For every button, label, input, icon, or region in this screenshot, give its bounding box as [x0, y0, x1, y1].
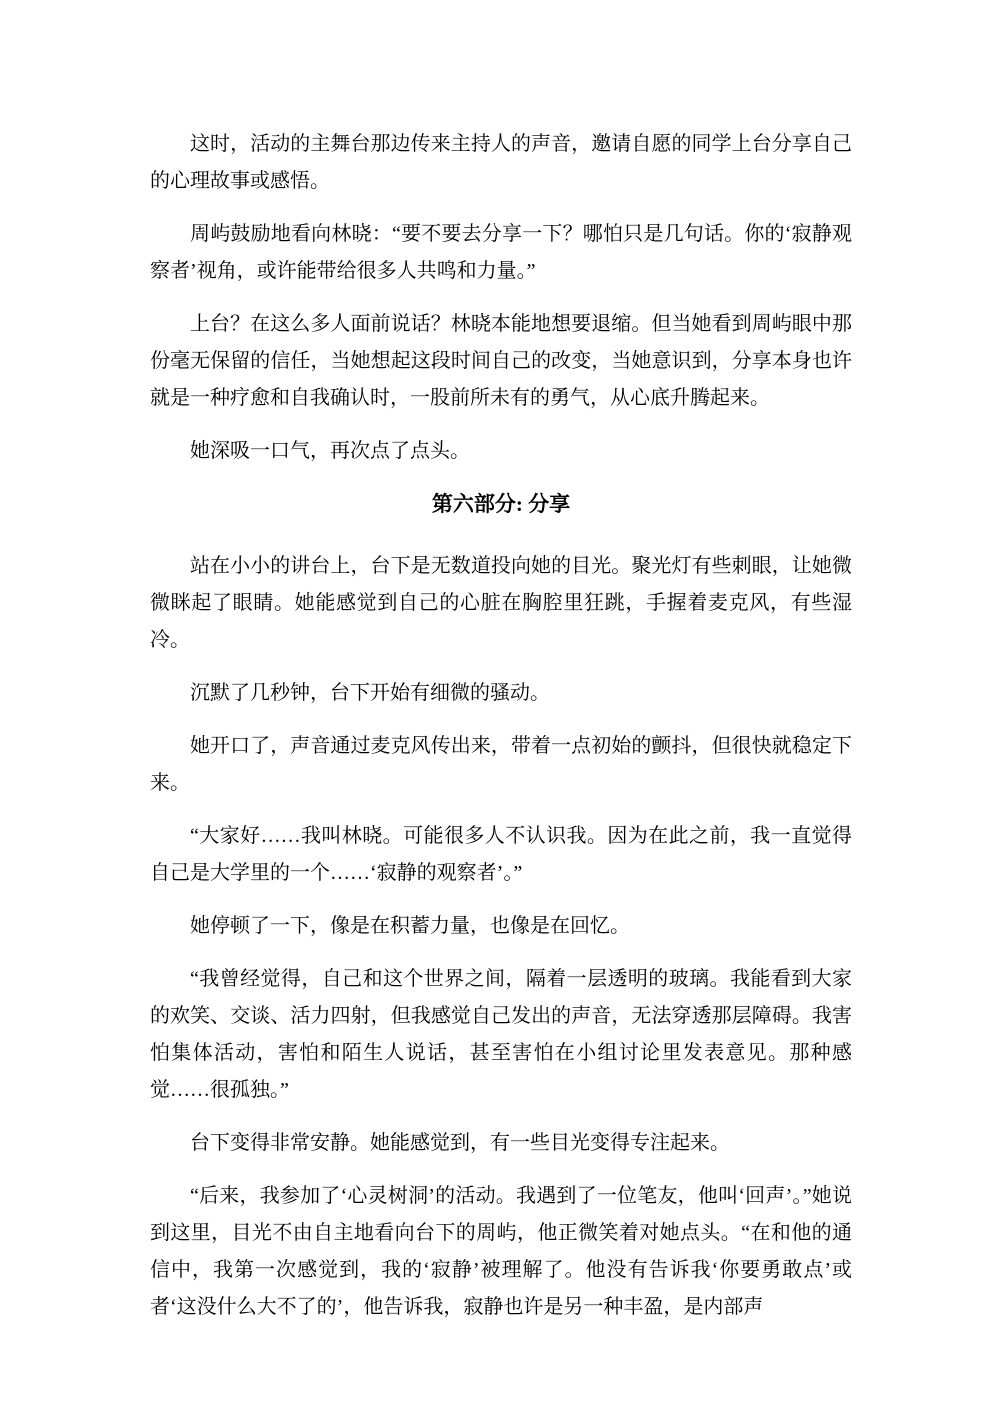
paragraph: 这时，活动的主舞台那边传来主持人的声音，邀请自愿的同学上台分享自己的心理故事或感悟。: [150, 133, 852, 192]
paragraph: 上台？在这么多人面前说话？林晓本能地想要退缩。但当她看到周屿眼中那份毫无保留的信任，当她想起这段时间自己的改变，当她意识到，分享本身也许就是一种疗愈和自我确认时，一股前所未有的勇气，从心底升腾起来。: [150, 313, 852, 409]
paragraph: “大家好……我叫林晓。可能很多人不认识我。因为在此之前，我一直觉得自己是大学里的一个……‘寂静的观察者’。”: [150, 825, 852, 884]
section-heading: 第六部分: 分享: [431, 492, 571, 516]
paragraph: “后来，我参加了‘心灵树洞’的活动。我遇到了一位笔友，他叫‘回声’。”她说到这里，目光不由自主地看向台下的周屿，他正微笑着对她点头。“在和他的通信中，我第一次感觉到，我的‘寂静’被理解了。他没有告诉我‘你要勇敢点’或者‘这没什么大不了的’，他告诉我，寂静也许是另一种丰盈，是内部声: [150, 1185, 852, 1318]
paragraph: 周屿鼓励地看向林晓：“要不要去分享一下？哪怕只是几句话。你的‘寂静观察者’视角，或许能带给很多人共鸣和力量。”: [150, 223, 852, 282]
paragraph: 站在小小的讲台上，台下是无数道投向她的目光。聚光灯有些刺眼，让她微微眯起了眼睛。她能感觉到自己的心脏在胸腔里狂跳，手握着麦克风，有些湿冷。: [150, 555, 852, 651]
paragraph: 台下变得非常安静。她能感觉到，有一些目光变得专注起来。: [190, 1132, 730, 1154]
paragraph: 她深吸一口气，再次点了点头。: [190, 440, 470, 462]
paragraph: 她开口了，声音通过麦克风传出来，带着一点初始的颤抖，但很快就稳定下来。: [150, 735, 852, 794]
paragraph: 沉默了几秒钟，台下开始有细微的骚动。: [190, 682, 550, 704]
paragraph: 她停顿了一下，像是在积蓄力量，也像是在回忆。: [190, 915, 630, 937]
document-content: [150, 0, 852, 1342]
paragraph: “我曾经觉得，自己和这个世界之间，隔着一层透明的玻璃。我能看到大家的欢笑、交谈、活力四射，但我感觉自己发出的声音，无法穿透那层障碍。我害怕集体活动，害怕和陌生人说话，甚至害怕在小组讨论里发表意见。那种感觉……很孤独。”: [150, 968, 852, 1101]
